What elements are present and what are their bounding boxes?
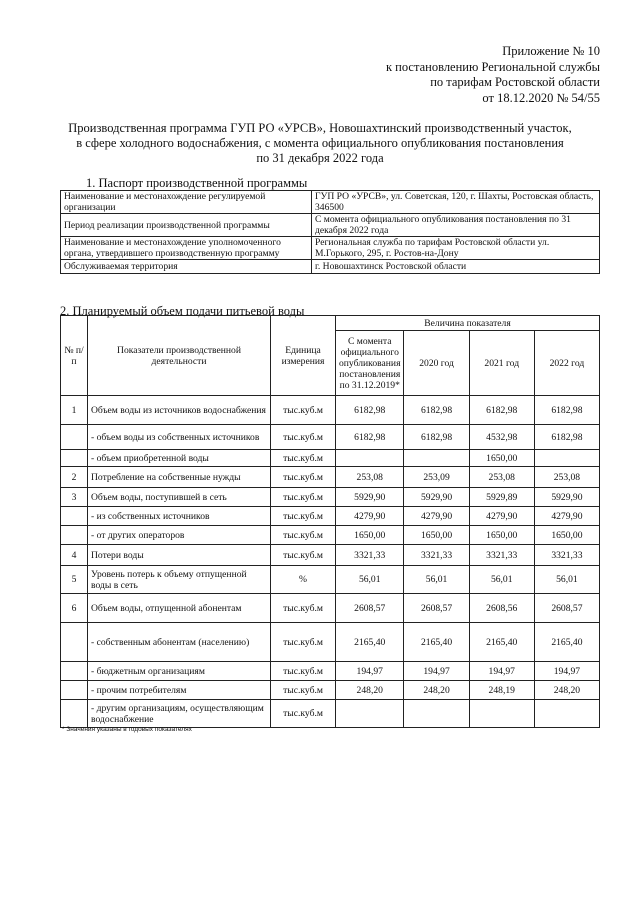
unit-cell: тыс.куб.м xyxy=(271,623,336,662)
table-row xyxy=(61,260,600,274)
table-header-row xyxy=(61,316,600,331)
annex-header xyxy=(386,44,600,106)
table-row xyxy=(61,623,600,662)
value-cell: 194,97 xyxy=(404,662,469,681)
value-cell: 6182,98 xyxy=(534,425,599,450)
annex-line: к постановлению Региональной службы xyxy=(385,59,600,74)
table-row xyxy=(61,467,600,488)
value-cell: 6182,98 xyxy=(469,396,534,425)
value-cell: 1650,00 xyxy=(404,526,469,545)
value-cell xyxy=(404,700,469,728)
value-cell: 4279,90 xyxy=(404,507,469,526)
value-cell: 56,01 xyxy=(404,566,469,594)
value-cell: 253,09 xyxy=(404,467,469,488)
value-cell: 1650,00 xyxy=(469,450,534,467)
title-line: в сфере холодного водоснабжения, с момента официального опубликования постановления xyxy=(76,136,564,150)
annex-line: по тарифам Ростовской области xyxy=(430,75,600,89)
table-row xyxy=(61,700,600,728)
value-cell: 194,97 xyxy=(469,662,534,681)
row-number: 5 xyxy=(61,566,88,594)
value-cell: 6182,98 xyxy=(336,425,404,450)
table-row xyxy=(61,237,600,260)
passport-key: Наименование и местонахождение регулируемой организации xyxy=(61,191,312,214)
header-group: Величина показателя xyxy=(336,316,600,331)
passport-value: С момента официального опубликования постановления по 31 декабря 2022 года xyxy=(312,214,600,237)
unit-cell: тыс.куб.м xyxy=(271,467,336,488)
title-line: Производственная программа ГУП РО «УРСВ», Новошахтинский производственный участок, xyxy=(68,121,572,135)
value-cell: 3321,33 xyxy=(404,545,469,566)
unit-cell: тыс.куб.м xyxy=(271,425,336,450)
value-cell: 1650,00 xyxy=(336,526,404,545)
row-number xyxy=(61,526,88,545)
value-cell: 6182,98 xyxy=(404,425,469,450)
value-cell: 56,01 xyxy=(534,566,599,594)
volume-table-body xyxy=(61,396,600,728)
unit-cell: % xyxy=(271,566,336,594)
value-cell: 248,20 xyxy=(336,681,404,700)
passport-key: Обслуживаемая территория xyxy=(61,260,312,274)
table-row xyxy=(61,396,600,425)
header-period-4: 2022 год xyxy=(534,331,599,396)
row-number: 3 xyxy=(61,488,88,507)
indicator-name: - объем воды из собственных источников xyxy=(88,425,271,450)
table-row xyxy=(61,191,600,214)
passport-key: Период реализации производственной программы xyxy=(61,214,312,237)
table-row xyxy=(61,526,600,545)
header-period-2: 2020 год xyxy=(404,331,469,396)
value-cell: 6182,98 xyxy=(404,396,469,425)
header-name: Показатели производственной деятельности xyxy=(88,316,271,396)
annex-line: от 18.12.2020 № 54/55 xyxy=(482,90,600,105)
row-number: 6 xyxy=(61,594,88,623)
section-2-heading: 2. Планируемый объем подачи питьевой воды xyxy=(60,304,305,318)
value-cell: 1650,00 xyxy=(469,526,534,545)
value-cell: 2165,40 xyxy=(336,623,404,662)
value-cell: 4279,90 xyxy=(469,507,534,526)
table-row xyxy=(61,681,600,700)
unit-cell: тыс.куб.м xyxy=(271,507,336,526)
value-cell: 194,97 xyxy=(336,662,404,681)
value-cell: 248,20 xyxy=(404,681,469,700)
value-cell xyxy=(336,700,404,728)
row-number xyxy=(61,700,88,728)
value-cell: 1650,00 xyxy=(534,526,599,545)
header-period-3: 2021 год xyxy=(469,331,534,396)
value-cell: 2608,57 xyxy=(534,594,599,623)
table-row xyxy=(61,425,600,450)
value-cell: 4532,98 xyxy=(469,425,534,450)
value-cell: 5929,89 xyxy=(469,488,534,507)
value-cell: 56,01 xyxy=(469,566,534,594)
value-cell: 6182,98 xyxy=(534,396,599,425)
unit-cell: тыс.куб.м xyxy=(271,700,336,728)
unit-cell: тыс.куб.м xyxy=(271,662,336,681)
indicator-name: Уровень потерь к объему отпущенной воды в сеть xyxy=(88,566,271,594)
row-number: 1 xyxy=(61,396,88,425)
indicator-name: - из собственных источников xyxy=(88,507,271,526)
table-row xyxy=(61,545,600,566)
value-cell: 4279,90 xyxy=(336,507,404,526)
indicator-name: - от других операторов xyxy=(88,526,271,545)
value-cell: 2165,40 xyxy=(469,623,534,662)
value-cell: 253,08 xyxy=(336,467,404,488)
value-cell: 253,08 xyxy=(534,467,599,488)
annex-line: Приложение № 10 xyxy=(502,44,600,58)
unit-cell: тыс.куб.м xyxy=(271,594,336,623)
indicator-name: - собственным абонентам (населению) xyxy=(88,623,271,662)
indicator-name: - объем приобретенной воды xyxy=(88,450,271,467)
value-cell: 2608,57 xyxy=(404,594,469,623)
row-number xyxy=(61,681,88,700)
indicator-name: Объем воды, отпущенной абонентам xyxy=(88,594,271,623)
passport-table xyxy=(60,190,600,274)
unit-cell: тыс.куб.м xyxy=(271,526,336,545)
value-cell: 2608,57 xyxy=(336,594,404,623)
value-cell: 2165,40 xyxy=(404,623,469,662)
passport-value: Региональная служба по тарифам Ростовской области ул. М.Горького, 295, г. Ростов-на-Дону xyxy=(312,237,600,260)
document-title xyxy=(40,121,600,166)
value-cell xyxy=(469,700,534,728)
volume-table xyxy=(60,315,600,728)
indicator-name: - бюджетным организациям xyxy=(88,662,271,681)
table-row xyxy=(61,594,600,623)
indicator-name: Потери воды xyxy=(88,545,271,566)
value-cell xyxy=(404,450,469,467)
footnote: * Значения указаны в годовых показателях xyxy=(62,726,192,733)
value-cell: 2608,56 xyxy=(469,594,534,623)
table-row xyxy=(61,488,600,507)
table-row xyxy=(61,214,600,237)
value-cell: 4279,90 xyxy=(534,507,599,526)
title-line: по 31 декабря 2022 года xyxy=(256,151,384,165)
header-period-1: С момента официального опубликования постановления по 31.12.2019* xyxy=(336,331,404,396)
passport-key: Наименование и местонахождение уполномоченного органа, утвердившего производственную программу xyxy=(61,237,312,260)
indicator-name: Объем воды, поступившей в сеть xyxy=(88,488,271,507)
value-cell: 3321,33 xyxy=(336,545,404,566)
value-cell: 56,01 xyxy=(336,566,404,594)
header-unit: Единица измерения xyxy=(271,316,336,396)
table-row xyxy=(61,566,600,594)
value-cell: 5929,90 xyxy=(404,488,469,507)
row-number: 4 xyxy=(61,545,88,566)
table-row xyxy=(61,450,600,467)
value-cell: 194,97 xyxy=(534,662,599,681)
unit-cell: тыс.куб.м xyxy=(271,545,336,566)
unit-cell: тыс.куб.м xyxy=(271,396,336,425)
value-cell: 5929,90 xyxy=(336,488,404,507)
value-cell: 6182,98 xyxy=(336,396,404,425)
row-number xyxy=(61,450,88,467)
value-cell: 248,19 xyxy=(469,681,534,700)
row-number xyxy=(61,507,88,526)
value-cell xyxy=(534,700,599,728)
row-number xyxy=(61,623,88,662)
value-cell xyxy=(534,450,599,467)
passport-value: г. Новошахтинск Ростовской области xyxy=(312,260,600,274)
indicator-name: Потребление на собственные нужды xyxy=(88,467,271,488)
row-number: 2 xyxy=(61,467,88,488)
passport-value: ГУП РО «УРСВ», ул. Советская, 120, г. Шахты, Ростовская область, 346500 xyxy=(312,191,600,214)
value-cell: 5929,90 xyxy=(534,488,599,507)
indicator-name: - прочим потребителям xyxy=(88,681,271,700)
unit-cell: тыс.куб.м xyxy=(271,450,336,467)
row-number xyxy=(61,662,88,681)
indicator-name: Объем воды из источников водоснабжения xyxy=(88,396,271,425)
table-row xyxy=(61,662,600,681)
value-cell: 253,08 xyxy=(469,467,534,488)
section-1-heading: 1. Паспорт производственной программы xyxy=(86,176,308,190)
row-number xyxy=(61,425,88,450)
value-cell: 2165,40 xyxy=(534,623,599,662)
value-cell: 248,20 xyxy=(534,681,599,700)
value-cell: 3321,33 xyxy=(469,545,534,566)
unit-cell: тыс.куб.м xyxy=(271,488,336,507)
header-num: № п/п xyxy=(61,316,88,396)
value-cell: 3321,33 xyxy=(534,545,599,566)
indicator-name: - другим организациям, осуществляющим водоснабжение xyxy=(88,700,271,728)
unit-cell: тыс.куб.м xyxy=(271,681,336,700)
value-cell xyxy=(336,450,404,467)
table-row xyxy=(61,507,600,526)
